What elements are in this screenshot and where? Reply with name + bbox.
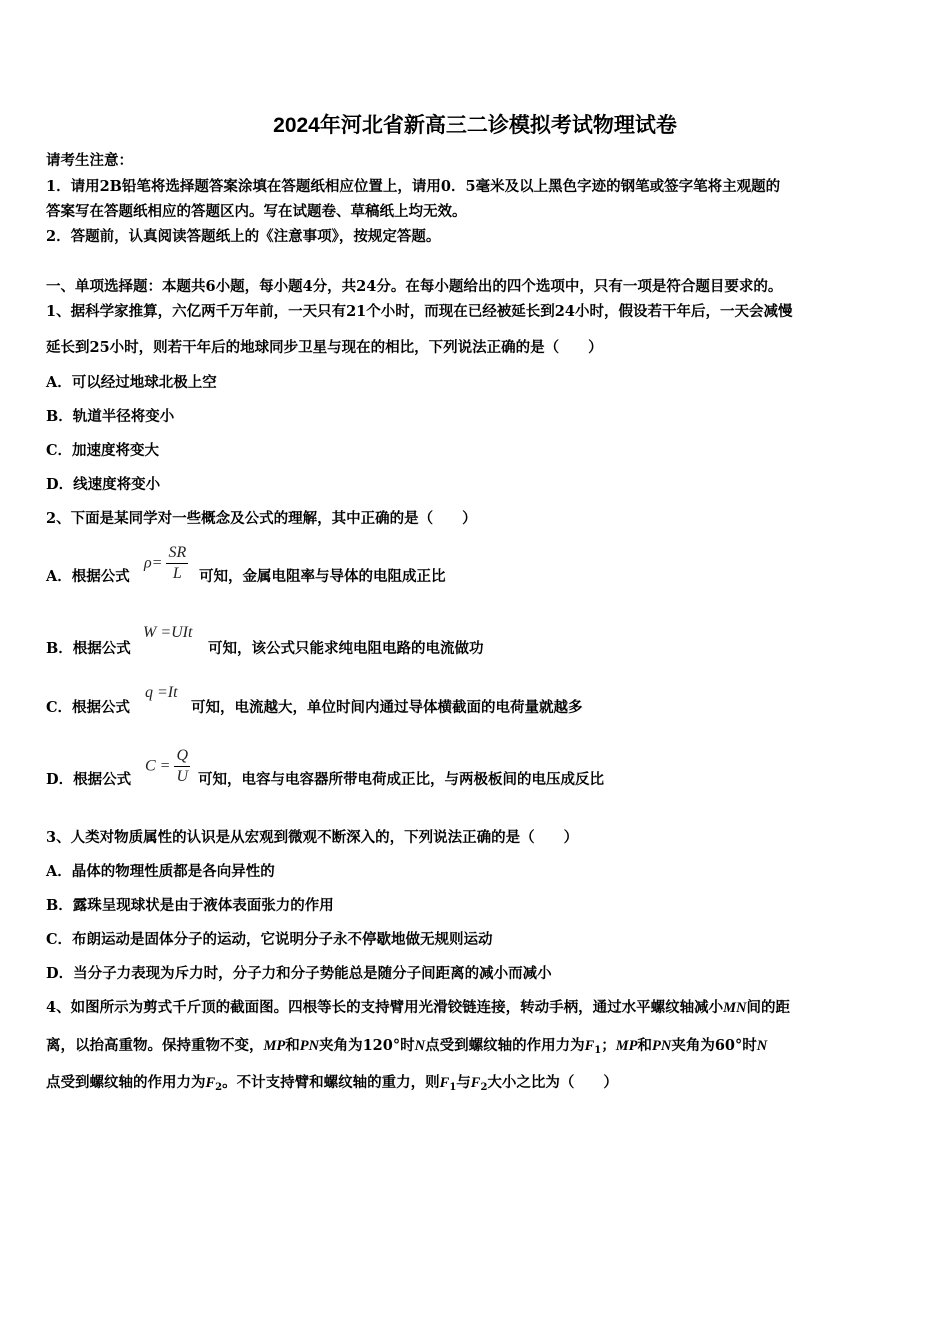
q2-option-a-prefix: A．根据公式 [46,568,130,585]
q4-and: 和 [285,1037,300,1054]
q4-f1-sub: 1 [594,1045,602,1056]
q4-with: 与 [456,1074,471,1091]
q4-mp: MP [263,1038,286,1054]
q4-n: N [414,1038,426,1054]
q4-f1: F [584,1038,595,1054]
q3-option-b: B．露珠呈现球状是由于液体表面张力的作用 [46,897,334,914]
formula-capacitance-denominator: U [176,768,189,785]
q3-stem: 3、人类对物质属性的认识是从宏观到微观不断深入的，下列说法正确的是（ ） [46,829,579,846]
q1-stem-line-1: 1、据科学家推算，六亿两千万年前，一天只有21个小时，而现在已经被延长到24小时，假设若干年后，一天会减慢 [46,303,793,320]
q4-f2-b-sub: 2 [480,1082,488,1093]
notice-item-1-line-2: 答案写在答题纸相应的答题区内。写在试题卷、草稿纸上均无效。 [46,203,467,220]
q4-sep: ； [601,1037,616,1054]
q3-option-c: C．布朗运动是固体分子的运动，它说明分子永不停歇地做无规则运动 [46,931,493,948]
q2-option-c-suffix: 可知，电流越大，单位时间内通过导体横截面的电荷量就越多 [191,699,583,716]
q4-n-2: N [756,1038,768,1054]
formula-capacitance-numerator: Q [174,746,190,767]
section-1-heading: 一、单项选择题：本题共6小题，每小题4分，共24分。在每小题给出的四个选项中，只有一项是符合题目要求的。 [46,278,783,295]
formula-charge: q =It [145,684,178,701]
formula-capacitance-lhs: C = [145,757,171,775]
q4-stem-line-2 [46,1036,767,1061]
q4-l1-text: 4、如图所示为剪式千斤顶的截面图。四根等长的支持臂用光滑铰链连接，转动手柄，通过水平螺纹轴减小 [46,999,724,1016]
notice-heading: 请考生注意： [46,152,133,169]
formula-resistivity-fraction [166,543,188,584]
q4-stem-line-3 [46,1073,618,1098]
q1-option-d: D．线速度将变小 [46,476,161,493]
q3-option-a: A．晶体的物理性质都是各向异性的 [46,863,275,880]
q4-pn: PN [299,1038,320,1054]
q4-l2-d: 夹角为60°时 [671,1037,757,1054]
q1-option-a: A．可以经过地球北极上空 [46,374,217,391]
q2-option-c-prefix: C．根据公式 [46,699,131,716]
formula-capacitance-fraction [174,746,190,787]
q4-l3-c: 大小之比为（ ） [487,1074,618,1091]
q4-stem-line-1 [46,998,790,1018]
q2-option-b-suffix: 可知，该公式只能求纯电阻电路的电流做功 [208,640,484,657]
notice-item-2: 2．答题前，认真阅读答题纸上的《注意事项》，按规定答题。 [46,228,441,245]
q2-option-d-prefix: D．根据公式 [46,771,132,788]
q4-f2-sub: 2 [215,1082,223,1093]
q4-pn-2: PN [652,1038,672,1054]
q4-f2: F [205,1075,216,1091]
formula-resistivity-numerator: SR [166,543,188,564]
q4-f2-b: F [470,1075,481,1091]
q4-l2-a: 离，以抬高重物。保持重物不变， [46,1037,264,1054]
q4-l2-c: 点受到螺纹轴的作用力为 [425,1037,585,1054]
q4-mn: MN [723,1000,747,1016]
q4-l3-a: 点受到螺纹轴的作用力为 [46,1074,206,1091]
q2-stem: 2、下面是某同学对一些概念及公式的理解，其中正确的是（ ） [46,510,477,527]
q2-option-d-suffix: 可知，电容与电容器所带电荷成正比，与两极板间的电压成反比 [198,771,604,788]
q1-stem-line-2: 延长到25小时，则若干年后的地球同步卫星与现在的相比，下列说法正确的是（ ） [46,339,603,356]
formula-resistivity-lhs: ρ= [144,554,163,572]
q3-option-d: D．当分子力表现为斥力时，分子力和分子势能总是随分子间距离的减小而减小 [46,965,552,982]
formula-work: W =UIt [143,624,193,641]
page-title: 2024年河北省新高三二诊模拟考试物理试卷 [273,114,677,137]
q2-option-a [46,567,130,587]
q1-option-c: C．加速度将变大 [46,442,160,459]
formula-capacitance [145,746,190,787]
q4-and-2: 和 [637,1037,652,1054]
notice-item-1-line-1: 1．请用2B铅笔将选择题答案涂填在答题纸相应位置上，请用0．5毫米及以上黑色字迹的钢笔或签字笔将主观题的 [46,178,781,195]
formula-resistivity-denominator: L [172,565,182,582]
q2-option-b-prefix: B．根据公式 [46,640,131,657]
q4-f1-b: F [439,1075,450,1091]
q1-option-b: B．轨道半径将变小 [46,408,175,425]
q4-l1-end: 间的距 [746,999,790,1016]
q4-mp-2: MP [615,1038,638,1054]
formula-resistivity [144,543,188,584]
q2-option-a-suffix: 可知，金属电阻率与导体的电阻成正比 [199,568,446,585]
q4-f1-b-sub: 1 [449,1082,457,1093]
q4-l2-b: 夹角为120°时 [319,1037,415,1054]
q4-l3-b: 。不计支持臂和螺纹轴的重力，则 [222,1074,440,1091]
